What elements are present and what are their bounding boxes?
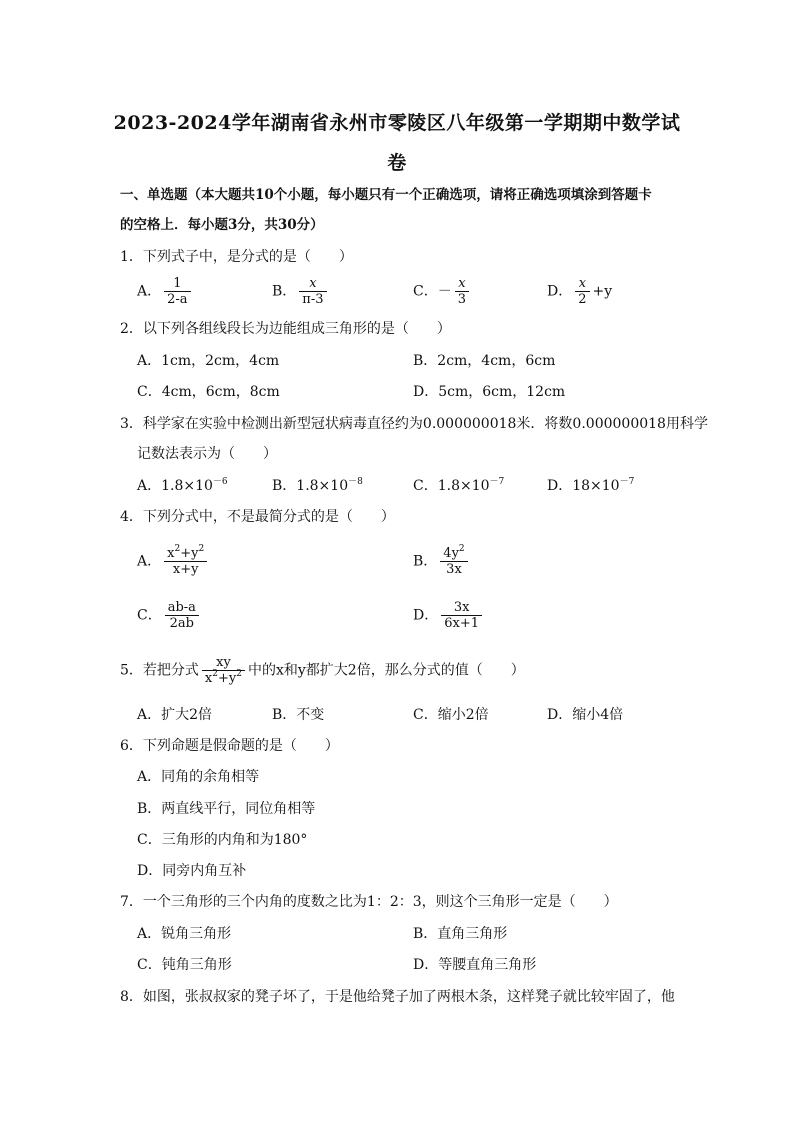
q5-option-c: C．缩小2倍 bbox=[413, 707, 489, 723]
q5-option-b: B．不变 bbox=[272, 707, 325, 723]
q7-option-d: D．等腰直角三角形 bbox=[413, 957, 537, 973]
q2-option-b: B．2cm，4cm，6cm bbox=[413, 353, 556, 369]
q4-a-fraction: $\frac{x^2+y^2}{x+y}$ bbox=[164, 546, 207, 577]
q1-option-c: C．－ $\frac{x}{3}$ bbox=[413, 276, 472, 307]
q4-option-a: A． $\frac{x^2+y^2}{x+y}$ bbox=[137, 546, 210, 577]
q5-option-a: A．扩大2倍 bbox=[137, 707, 213, 723]
q4-option-b: B． $\frac{4y^2}{3x}$ bbox=[413, 546, 471, 577]
q4-stem: 4．下列分式中，不是最简分式的是（ ） bbox=[120, 509, 395, 525]
q4-option-c: C． $\frac{ab-a}{2ab}$ bbox=[137, 600, 202, 631]
q3-option-a: A．$1.8\times 10^{-6}$ bbox=[137, 477, 228, 494]
q8-stem: 8．如图，张叔叔家的凳子坏了，于是他给凳子加了两根木条，这样凳子就比较牢固了，他 bbox=[120, 989, 675, 1005]
q6-option-d: D．同旁内角互补 bbox=[137, 863, 247, 879]
q1-b-fraction: $\frac{x}{\pi-3}$ bbox=[299, 276, 326, 307]
q5-fraction: $\frac{xy}{x^2+y^2}$ bbox=[202, 655, 245, 686]
q7-stem: 7．一个三角形的三个内角的度数之比为1：2：3，则这个三角形一定是（ ） bbox=[120, 894, 618, 910]
q3-option-b: B．$1.8\times 10^{-8}$ bbox=[272, 477, 363, 494]
q2-option-a: A．1cm，2cm，4cm bbox=[137, 353, 280, 369]
q1-option-a: A． $\frac{1}{2-a}$ bbox=[137, 276, 194, 307]
q6-option-b: B．两直线平行，同位角相等 bbox=[137, 801, 316, 817]
q4-b-fraction: $\frac{4y^2}{3x}$ bbox=[440, 546, 467, 577]
q7-option-a: A．锐角三角形 bbox=[137, 926, 232, 942]
q2-stem: 2．以下列各组线段长为边能组成三角形的是（ ） bbox=[120, 321, 451, 337]
q1-option-b: B． $\frac{x}{\pi-3}$ bbox=[272, 276, 330, 307]
q7-option-b: B．直角三角形 bbox=[413, 926, 508, 942]
q3-option-c: C．$1.8\times 10^{-7}$ bbox=[413, 477, 505, 494]
q1-c-fraction: $\frac{x}{3}$ bbox=[455, 276, 469, 307]
q3-stem-line2: 记数法表示为（ ） bbox=[137, 446, 277, 462]
q1-option-d: D． $\frac{x}{2}$ +y bbox=[547, 276, 613, 307]
q5-stem: 5．若把分式 $\frac{xy}{x^2+y^2}$ 中的x和y都扩大2倍，那么分式的值（ ） bbox=[120, 655, 525, 686]
q2-option-c: C．4cm，6cm，8cm bbox=[137, 384, 280, 400]
section-header-line1: 一、单选题（本大题共10个小题，每小题只有一个正确选项，请将正确选项填涂到答题卡 bbox=[120, 187, 652, 203]
q5-option-d: D．缩小4倍 bbox=[547, 707, 624, 723]
exam-title-line2: 卷 bbox=[387, 152, 407, 174]
q4-c-fraction: $\frac{ab-a}{2ab}$ bbox=[165, 600, 199, 631]
exam-title-line1: 2023-2024学年湖南省永州市零陵区八年级第一学期期中数学试 bbox=[113, 112, 681, 134]
q1-stem: 1．下列式子中，是分式的是（ ） bbox=[120, 249, 353, 265]
q1-a-fraction: $\frac{1}{2-a}$ bbox=[164, 276, 190, 307]
q4-d-fraction: $\frac{3x}{6x+1}$ bbox=[441, 600, 482, 631]
q7-option-c: C．钝角三角形 bbox=[137, 957, 232, 973]
q3-stem-line1: 3．科学家在实验中检测出新型冠状病毒直径约为0.000000018米．将数0.000000018用科学 bbox=[120, 416, 708, 432]
q1-d-fraction: $\frac{x}{2}$ bbox=[575, 276, 589, 307]
q6-stem: 6．下列命题是假命题的是（ ） bbox=[120, 738, 339, 754]
q2-option-d: D．5cm，6cm，12cm bbox=[413, 384, 566, 400]
q6-option-a: A．同角的余角相等 bbox=[137, 769, 260, 785]
q6-option-c: C．三角形的内角和为180° bbox=[137, 832, 308, 848]
q3-option-d: D．$18\times 10^{-7}$ bbox=[547, 477, 635, 494]
section-header-line2: 的空格上．每小题3分，共30分） bbox=[120, 217, 324, 233]
q4-option-d: D． $\frac{3x}{6x+1}$ bbox=[413, 600, 485, 631]
